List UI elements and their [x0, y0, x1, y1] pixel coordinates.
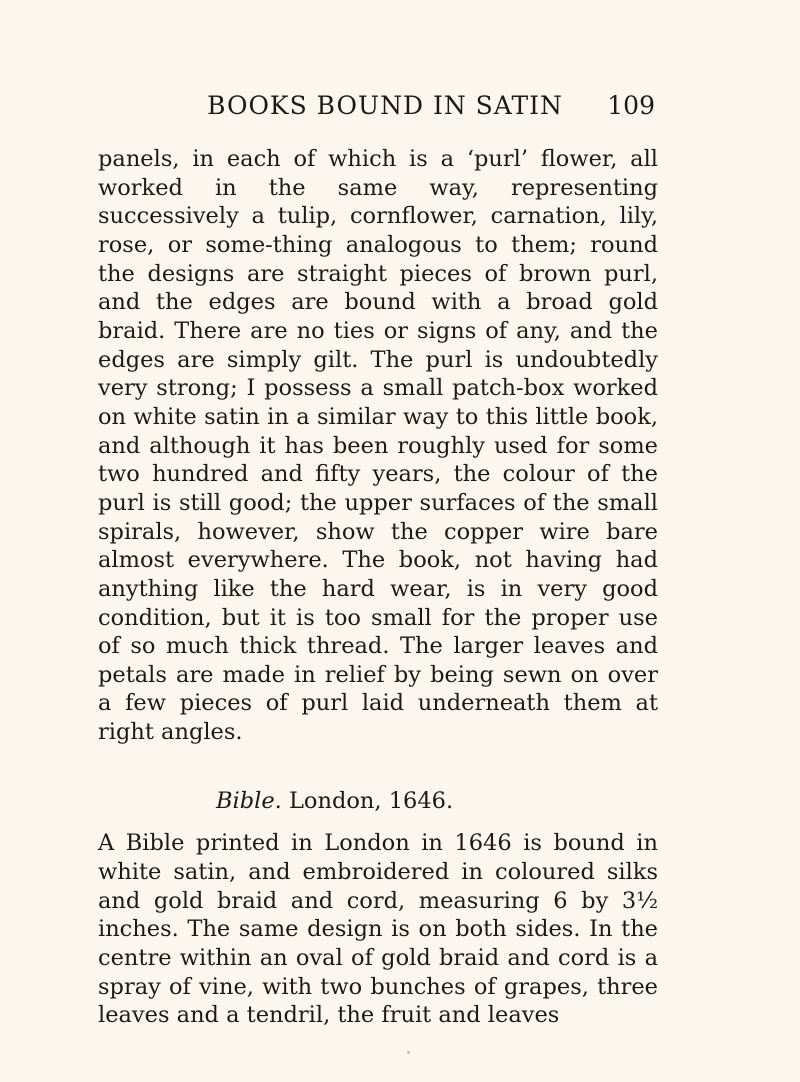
running-head: BOOKS BOUND IN SATIN [207, 91, 563, 120]
section-place-date: London, 1646. [288, 787, 454, 814]
page-number: 109 [607, 91, 655, 120]
page-speck [407, 1051, 410, 1054]
paragraph-bible-description: A Bible printed in London in 1646 is bound in white satin, and embroidered in coloured silks and gold braid and cord, measuring 6 by 3½ inches. The same design is on both sides. In the centre within an oval of gold braid and cord is a spray of vine, with two bunches of grapes, three leaves and a tendril, the fruit and leaves [98, 830, 658, 1029]
section-heading [98, 787, 658, 816]
section-title: Bible. [216, 787, 282, 814]
body-text [98, 145, 658, 1030]
paragraph-purl-description: panels, in each of which is a ‘purl’ flower, all worked in the same way, representing successively a tulip, cornflower, carnation, lily, rose, or some-thing analogous to them; round the designs are straight pieces of brown purl, and the edges are bound with a broad gold braid. There are no ties or signs of any, and the edges are simply gilt. The purl is undoubtedly very strong; I possess a small patch-box worked on white satin in a similar way to this little book, and although it has been roughly used for some two hundred and fifty years, the colour of the purl is still good; the upper surfaces of the small spirals, however, show the copper wire bare almost everywhere. The book, not having had anything like the hard wear, is in very good condition, but it is too small for the proper use of so much thick thread. The larger leaves and petals are made in relief by being sewn on over a few pieces of purl laid underneath them at right angles. [98, 146, 658, 746]
